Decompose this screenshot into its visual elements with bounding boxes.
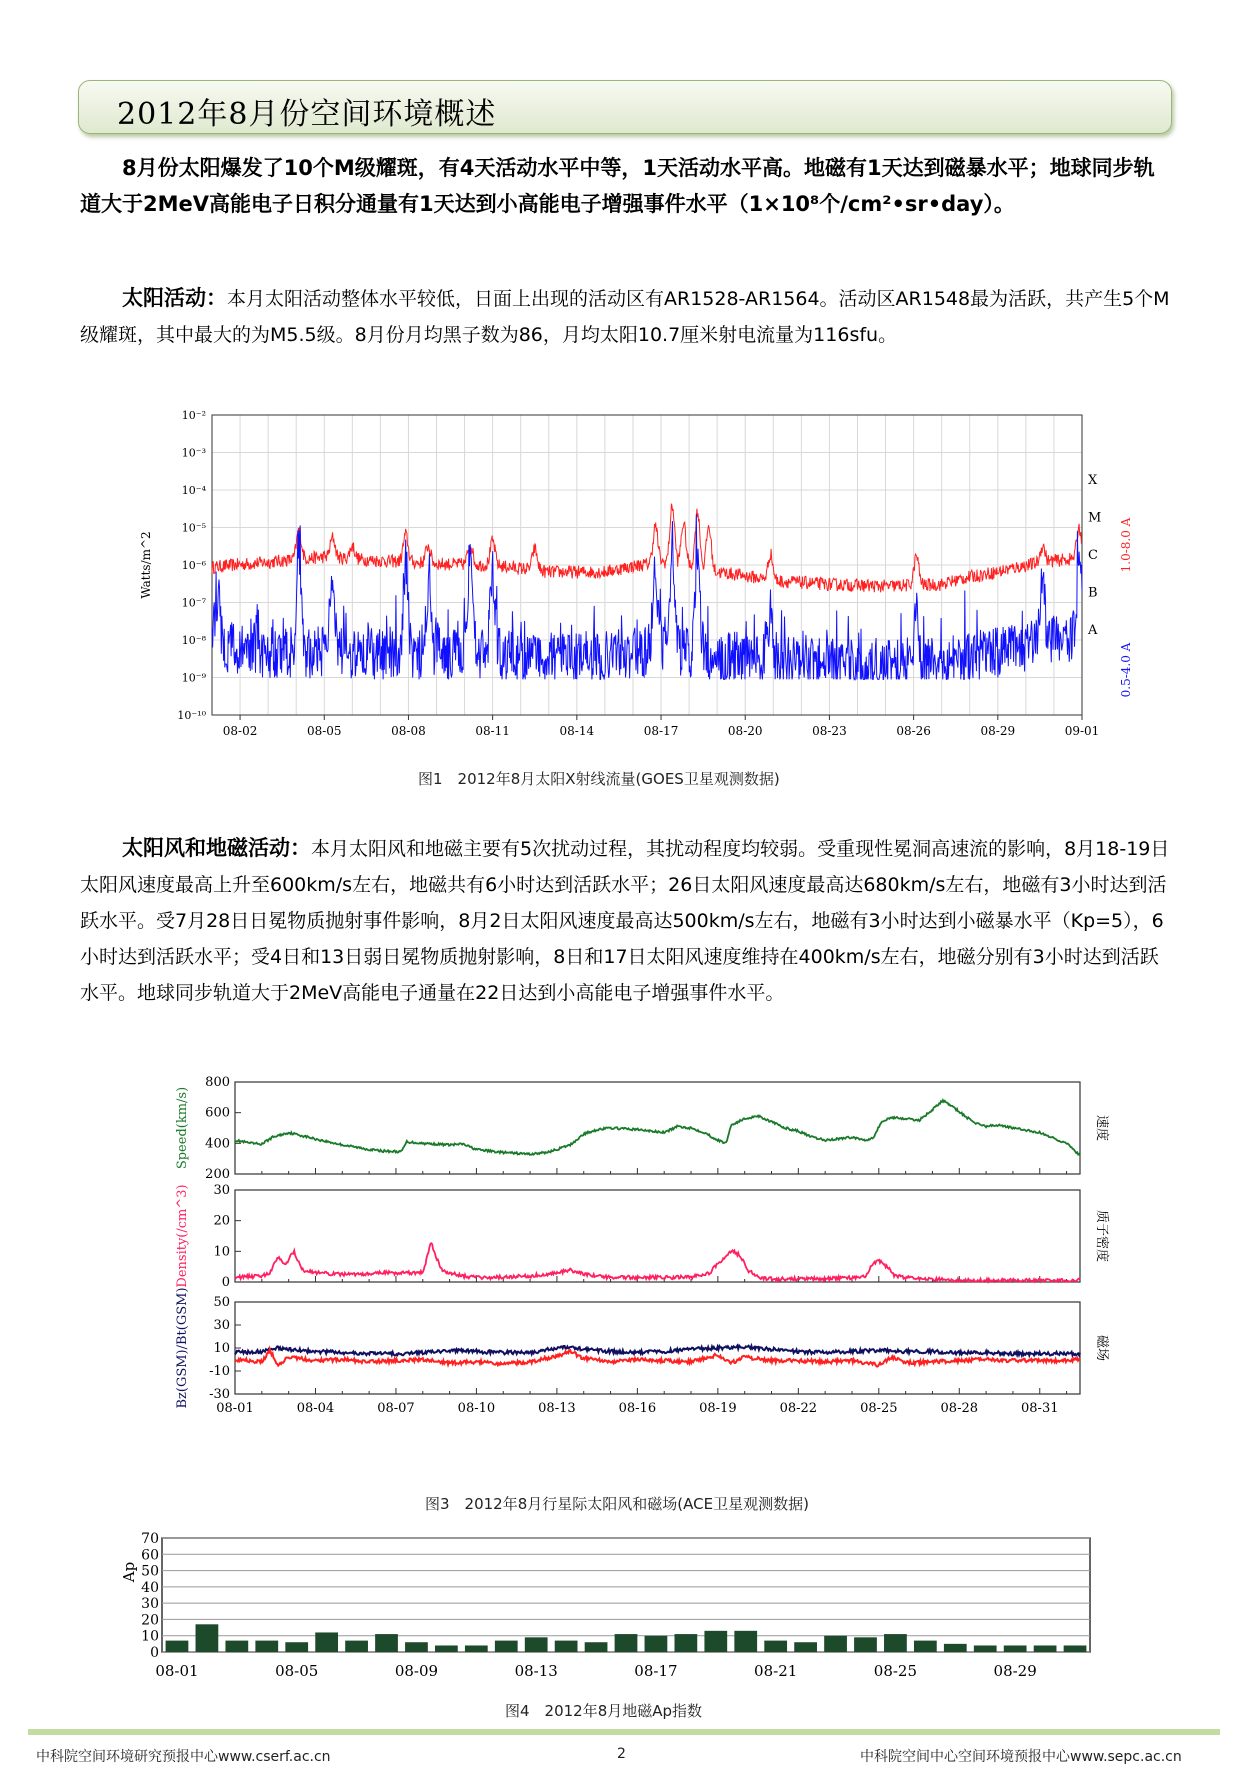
- x-tick-label: 08-26: [896, 724, 931, 738]
- ap-bar: [854, 1637, 877, 1652]
- page-title: 2012年8月份空间环境概述: [117, 97, 497, 132]
- x-tick-label: 08-09: [394, 1662, 439, 1680]
- x-tick-label: 08-29: [993, 1662, 1037, 1680]
- panel-ylabel: Bz(GSM)/Bt(GSM): [175, 1287, 190, 1409]
- x-tick-label: 08-02: [222, 724, 258, 738]
- x-tick-label: 08-20: [727, 724, 763, 738]
- ap-bar: [405, 1642, 428, 1652]
- y-tick-label: 10⁻⁴: [181, 484, 206, 497]
- solar-wind-chart: [170, 1070, 1110, 1480]
- page-number: 2: [617, 1746, 626, 1762]
- y-axis-label: Watts/m^2: [139, 531, 153, 599]
- x-tick-label: 08-13: [538, 1401, 576, 1416]
- ap-bar: [944, 1644, 967, 1652]
- x-tick-label: 08-31: [1021, 1401, 1059, 1416]
- solar-activity-text: 本月太阳活动整体水平较低，日面上出现的活动区有AR1528-AR1564。活动区AR1548最为活跃，共产生5个M级耀斑，其中最大的为M5.5级。8月份月均黑子数为86，月均太阳10.7厘米射电流量为116sfu。: [80, 288, 1170, 346]
- footer-right: 中科院空间中心空间环境预报中心www.sepc.ac.cn: [860, 1749, 1182, 1765]
- ap-bar: [585, 1642, 608, 1652]
- series-line-long: [212, 504, 1082, 593]
- footer-divider: [28, 1729, 1220, 1735]
- ap-bar: [974, 1645, 997, 1652]
- x-tick-label: 08-11: [475, 724, 510, 738]
- xray-flux-chart: [130, 405, 1170, 745]
- summary-paragraph: [80, 150, 1170, 222]
- y-tick-label: 20: [141, 1612, 159, 1629]
- legend-short: 0.5-4.0 A: [1119, 642, 1133, 698]
- y-tick-label: 20: [213, 1213, 230, 1229]
- x-tick-label: 08-23: [812, 724, 847, 738]
- x-tick-label: 08-01: [155, 1662, 199, 1680]
- y-tick-label: 10⁻¹⁰: [177, 709, 206, 722]
- panel-ylabel: Speed(km/s): [175, 1086, 190, 1170]
- x-tick-label: 08-05: [306, 724, 342, 738]
- flare-class-label: M: [1088, 510, 1102, 526]
- ap-bar: [764, 1641, 787, 1652]
- ap-bar: [1034, 1645, 1057, 1652]
- y-tick-label: 10: [213, 1341, 230, 1356]
- x-tick-label: 08-08: [391, 724, 426, 738]
- x-tick-label: 08-16: [618, 1401, 657, 1416]
- flare-class-label: C: [1088, 548, 1098, 563]
- y-tick-label: -10: [209, 1364, 230, 1379]
- flare-class-label: X: [1088, 473, 1098, 488]
- ap-bar: [645, 1636, 668, 1652]
- panel-side-label: 磁场: [1094, 1334, 1109, 1362]
- y-tick-label: 70: [141, 1532, 159, 1547]
- x-tick-label: 08-21: [754, 1662, 798, 1680]
- solar-activity-paragraph: [80, 280, 1170, 353]
- solar-wind-paragraph: [80, 830, 1170, 1011]
- ap-bar: [525, 1637, 548, 1652]
- y-tick-label: 30: [141, 1596, 159, 1613]
- panel-side-label: 速度: [1094, 1114, 1109, 1142]
- ap-bar: [615, 1634, 638, 1652]
- x-tick-label: 08-07: [377, 1401, 415, 1416]
- x-tick-label: 08-25: [873, 1662, 918, 1680]
- ap-bar: [884, 1634, 907, 1652]
- ap-bar: [555, 1641, 578, 1652]
- ap-index-chart: [120, 1532, 1120, 1692]
- y-tick-label: 600: [205, 1105, 230, 1121]
- ap-bar: [166, 1641, 189, 1652]
- fig1-caption: 图1 2012年8月太阳X射线流量(GOES卫星观测数据): [418, 770, 780, 788]
- ap-bar: [345, 1641, 368, 1652]
- ap-bar: [255, 1641, 278, 1652]
- panel-frame: [235, 1190, 1080, 1282]
- y-tick-label: 10⁻⁵: [181, 521, 206, 535]
- ap-bar: [285, 1642, 308, 1652]
- y-tick-label: 40: [141, 1579, 159, 1596]
- ap-bar: [495, 1641, 518, 1652]
- panel-frame: [235, 1082, 1080, 1174]
- ap-bar: [465, 1645, 488, 1652]
- solar-wind-text: 本月太阳风和地磁主要有5次扰动过程，其扰动程度均较弱。受重现性冕洞高速流的影响，8月18-19日太阳风速度最高上升至600km/s左右，地磁共有6小时达到活跃水平；26日太阳风速度最高达680km/s左右，地磁有3小时达到活跃水平。受7月28日日冕物质抛射事件影响，8月2日太阳风速度最高达500km/s左右，地磁有3小时达到小磁暴水平（Kp=5），6小时达到活跃水平；受4日和13日弱日冕物质抛射影响，8日和17日太阳风速度维持在400km/s左右，地磁分别有3小时达到活跃水平。地球同步轨道大于2MeV高能电子通量在22日达到小高能电子增强事件水平。: [80, 838, 1170, 1004]
- x-tick-label: 08-04: [296, 1401, 335, 1416]
- x-tick-label: 08-22: [779, 1401, 818, 1416]
- ap-bar: [824, 1636, 847, 1652]
- panel-ylabel: Density(/cm^3): [175, 1184, 190, 1288]
- panel-side-label: 质子密度: [1094, 1209, 1109, 1263]
- ap-bar: [794, 1642, 817, 1652]
- y-tick-label: 10: [213, 1244, 230, 1260]
- y-tick-label: 10⁻⁷: [181, 596, 206, 610]
- x-tick-label: 08-05: [275, 1662, 319, 1680]
- y-tick-label: 50: [141, 1563, 159, 1580]
- y-tick-label: 0: [221, 1275, 230, 1290]
- panel-frame: [235, 1302, 1080, 1394]
- flare-class-label: B: [1088, 585, 1098, 601]
- fig3-caption: 图3 2012年8月行星际太阳风和磁场(ACE卫星观测数据): [425, 1495, 809, 1513]
- ap-bar: [375, 1634, 398, 1652]
- series-line: [235, 1100, 1080, 1155]
- x-tick-label: 09-01: [1064, 724, 1100, 738]
- x-tick-label: 08-19: [699, 1401, 737, 1416]
- y-axis-label: Ap: [120, 1561, 138, 1583]
- solar-activity-heading: 太阳活动：: [122, 286, 227, 310]
- y-tick-label: 30: [213, 1183, 230, 1198]
- y-tick-label: 30: [213, 1318, 230, 1333]
- y-tick-label: 800: [205, 1075, 230, 1090]
- x-tick-label: 08-10: [457, 1401, 496, 1416]
- y-tick-label: 10⁻³: [181, 446, 206, 460]
- ap-bar: [196, 1624, 219, 1652]
- title-banner: [78, 80, 1172, 134]
- y-tick-label: 50: [213, 1295, 230, 1310]
- y-tick-label: 10⁻⁹: [181, 671, 206, 685]
- solar-wind-heading: 太阳风和地磁活动：: [122, 836, 311, 860]
- y-tick-label: 10⁻²: [181, 409, 206, 422]
- y-tick-label: 200: [205, 1167, 230, 1182]
- y-tick-label: 400: [205, 1136, 230, 1152]
- series-line: [235, 1243, 1080, 1281]
- x-tick-label: 08-17: [643, 724, 679, 738]
- summary-text: 8月份太阳爆发了10个M级耀斑，有4天活动水平中等，1天活动水平高。地磁有1天达到磁暴水平；地球同步轨道大于2MeV高能电子日积分通量有1天达到小高能电子增强事件水平（1×10⁸个/cm²•sr•day）。: [80, 156, 1155, 216]
- x-tick-label: 08-17: [634, 1662, 678, 1680]
- x-tick-label: 08-28: [940, 1401, 979, 1416]
- fig4-caption: 图4 2012年8月地磁Ap指数: [505, 1702, 703, 1720]
- ap-bar: [674, 1634, 697, 1652]
- ap-bar: [225, 1641, 248, 1652]
- ap-bar: [435, 1645, 458, 1652]
- x-tick-label: 08-25: [860, 1401, 898, 1416]
- ap-bar: [1004, 1645, 1027, 1652]
- y-tick-label: 60: [141, 1547, 159, 1564]
- footer-left: 中科院空间环境研究预报中心www.cserf.ac.cn: [36, 1749, 331, 1765]
- series-line: [235, 1346, 1080, 1356]
- y-tick-label: 10⁻⁸: [181, 634, 206, 647]
- y-tick-label: 0: [150, 1645, 159, 1661]
- y-tick-label: 10⁻⁶: [181, 559, 206, 572]
- ap-bar: [704, 1631, 727, 1652]
- y-tick-label: -30: [209, 1387, 230, 1402]
- ap-bar: [1064, 1645, 1087, 1652]
- series-line-short: [212, 514, 1082, 679]
- ap-bar: [315, 1632, 338, 1652]
- y-tick-label: 10: [141, 1628, 159, 1645]
- flare-class-label: A: [1088, 623, 1098, 638]
- ap-bar: [734, 1631, 757, 1652]
- x-tick-label: 08-14: [559, 724, 595, 738]
- x-tick-label: 08-13: [514, 1662, 558, 1680]
- x-tick-label: 08-01: [216, 1401, 254, 1416]
- x-tick-label: 08-29: [980, 724, 1016, 738]
- legend-long: 1.0-8.0 A: [1119, 517, 1133, 573]
- ap-bar: [914, 1641, 937, 1652]
